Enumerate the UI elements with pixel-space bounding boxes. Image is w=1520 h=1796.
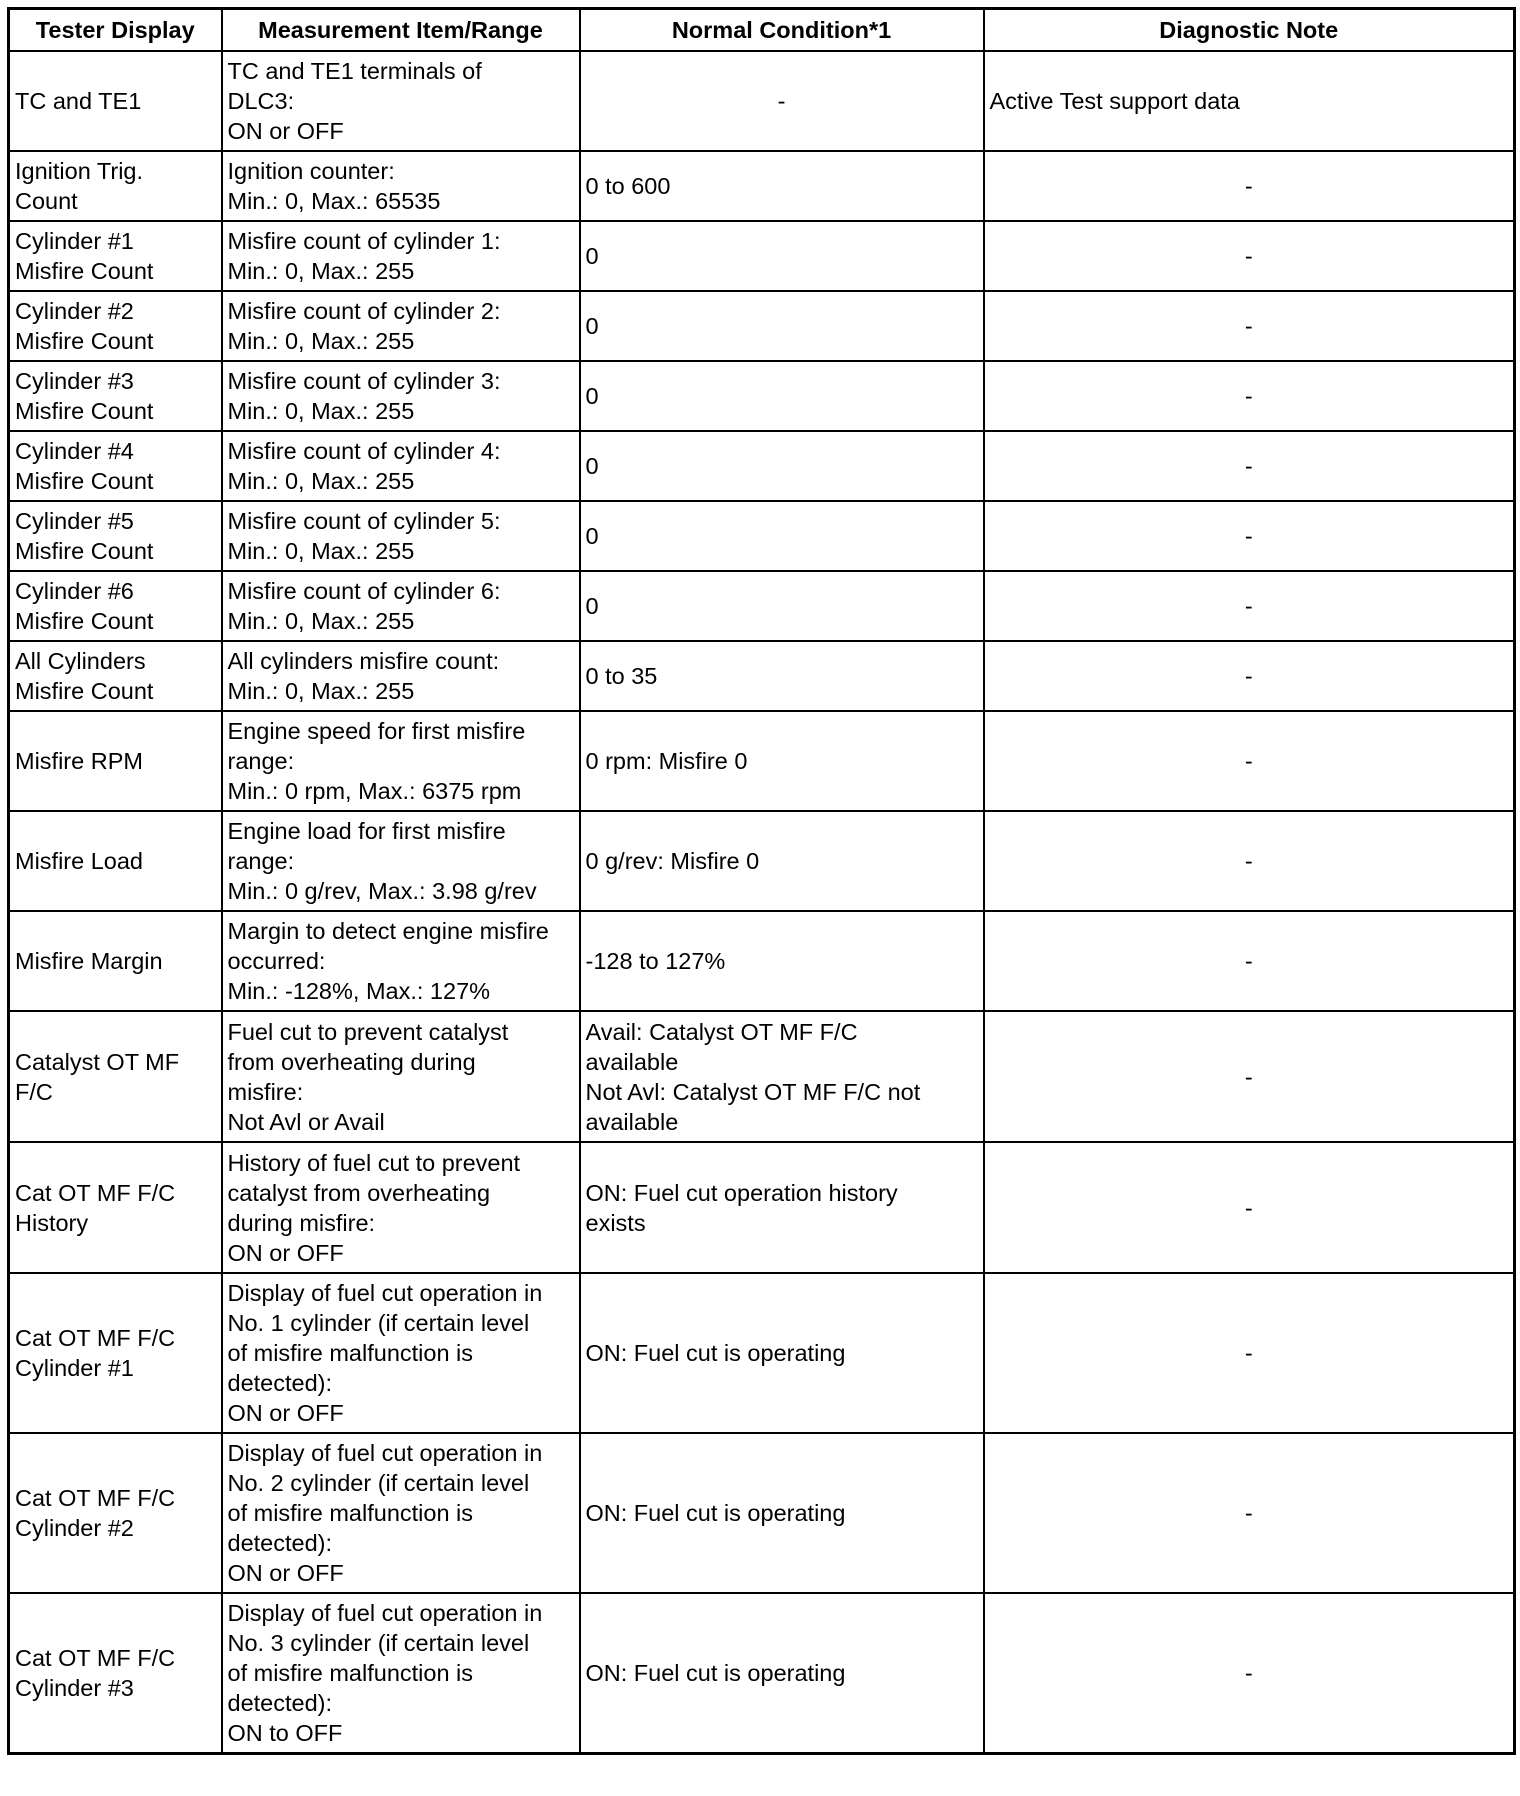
cell-measurement: Display of fuel cut operation in No. 2 cylinder (if certain level of misfire malfunction is detected): ON or OFF — [222, 1433, 580, 1593]
table-row — [9, 911, 1515, 1011]
header-diagnostic-note: Diagnostic Note — [984, 9, 1515, 52]
cell-tester-display: TC and TE1 — [9, 51, 222, 151]
cell-normal-condition: 0 — [580, 501, 984, 571]
cell-measurement: Misfire count of cylinder 1: Min.: 0, Max.: 255 — [222, 221, 580, 291]
cell-diagnostic-note: - — [984, 361, 1515, 431]
cell-normal-condition: ON: Fuel cut is operating — [580, 1273, 984, 1433]
cell-normal-condition: 0 g/rev: Misfire 0 — [580, 811, 984, 911]
cell-normal-condition: - — [580, 51, 984, 151]
cell-tester-display: Ignition Trig. Count — [9, 151, 222, 221]
cell-diagnostic-note: - — [984, 291, 1515, 361]
table-row — [9, 151, 1515, 221]
cell-measurement: Engine load for first misfire range: Min.: 0 g/rev, Max.: 3.98 g/rev — [222, 811, 580, 911]
cell-diagnostic-note: - — [984, 221, 1515, 291]
cell-tester-display: Cat OT MF F/C History — [9, 1142, 222, 1273]
cell-normal-condition: ON: Fuel cut operation history exists — [580, 1142, 984, 1273]
cell-normal-condition: 0 to 35 — [580, 641, 984, 711]
cell-measurement: Margin to detect engine misfire occurred: Min.: -128%, Max.: 127% — [222, 911, 580, 1011]
cell-measurement: History of fuel cut to prevent catalyst from overheating during misfire: ON or OFF — [222, 1142, 580, 1273]
cell-diagnostic-note: - — [984, 151, 1515, 221]
cell-measurement: Display of fuel cut operation in No. 1 cylinder (if certain level of misfire malfunction is detected): ON or OFF — [222, 1273, 580, 1433]
table-header-row — [9, 9, 1515, 52]
cell-measurement: Fuel cut to prevent catalyst from overheating during misfire: Not Avl or Avail — [222, 1011, 580, 1142]
cell-measurement: Ignition counter: Min.: 0, Max.: 65535 — [222, 151, 580, 221]
cell-measurement: Misfire count of cylinder 5: Min.: 0, Max.: 255 — [222, 501, 580, 571]
cell-normal-condition: ON: Fuel cut is operating — [580, 1433, 984, 1593]
cell-tester-display: Cylinder #1 Misfire Count — [9, 221, 222, 291]
cell-tester-display: Cylinder #2 Misfire Count — [9, 291, 222, 361]
cell-tester-display: Cat OT MF F/C Cylinder #1 — [9, 1273, 222, 1433]
cell-normal-condition: 0 to 600 — [580, 151, 984, 221]
cell-diagnostic-note: - — [984, 811, 1515, 911]
cell-normal-condition: Avail: Catalyst OT MF F/C available Not Avl: Catalyst OT MF F/C not available — [580, 1011, 984, 1142]
header-measurement-item-range: Measurement Item/Range — [222, 9, 580, 52]
table-row — [9, 291, 1515, 361]
cell-measurement: Display of fuel cut operation in No. 3 cylinder (if certain level of misfire malfunction is detected): ON to OFF — [222, 1593, 580, 1754]
cell-measurement: TC and TE1 terminals of DLC3: ON or OFF — [222, 51, 580, 151]
cell-normal-condition: 0 rpm: Misfire 0 — [580, 711, 984, 811]
cell-diagnostic-note: - — [984, 431, 1515, 501]
cell-normal-condition: 0 — [580, 361, 984, 431]
cell-tester-display: Cylinder #6 Misfire Count — [9, 571, 222, 641]
table-row — [9, 1273, 1515, 1433]
cell-measurement: Misfire count of cylinder 4: Min.: 0, Max.: 255 — [222, 431, 580, 501]
cell-normal-condition: 0 — [580, 291, 984, 361]
cell-normal-condition: 0 — [580, 221, 984, 291]
cell-measurement: Engine speed for first misfire range: Min.: 0 rpm, Max.: 6375 rpm — [222, 711, 580, 811]
table-row — [9, 1011, 1515, 1142]
table-row — [9, 711, 1515, 811]
cell-tester-display: Cylinder #3 Misfire Count — [9, 361, 222, 431]
cell-tester-display: Misfire Margin — [9, 911, 222, 1011]
cell-normal-condition: -128 to 127% — [580, 911, 984, 1011]
table-row — [9, 811, 1515, 911]
table-row — [9, 571, 1515, 641]
cell-diagnostic-note: - — [984, 911, 1515, 1011]
cell-diagnostic-note: - — [984, 571, 1515, 641]
header-normal-condition: Normal Condition*1 — [580, 9, 984, 52]
cell-tester-display: All Cylinders Misfire Count — [9, 641, 222, 711]
cell-measurement: Misfire count of cylinder 3: Min.: 0, Max.: 255 — [222, 361, 580, 431]
cell-tester-display: Misfire Load — [9, 811, 222, 911]
cell-diagnostic-note: - — [984, 501, 1515, 571]
table-row — [9, 501, 1515, 571]
cell-diagnostic-note: Active Test support data — [984, 51, 1515, 151]
cell-measurement: All cylinders misfire count: Min.: 0, Max.: 255 — [222, 641, 580, 711]
cell-diagnostic-note: - — [984, 641, 1515, 711]
table-row — [9, 641, 1515, 711]
table-row — [9, 361, 1515, 431]
cell-normal-condition: 0 — [580, 431, 984, 501]
cell-normal-condition: ON: Fuel cut is operating — [580, 1593, 984, 1754]
table-row — [9, 221, 1515, 291]
data-list-table — [7, 7, 1516, 1755]
table-row — [9, 1142, 1515, 1273]
cell-tester-display: Cat OT MF F/C Cylinder #2 — [9, 1433, 222, 1593]
cell-tester-display: Cat OT MF F/C Cylinder #3 — [9, 1593, 222, 1754]
cell-diagnostic-note: - — [984, 711, 1515, 811]
cell-tester-display: Catalyst OT MF F/C — [9, 1011, 222, 1142]
cell-diagnostic-note: - — [984, 1142, 1515, 1273]
cell-measurement: Misfire count of cylinder 6: Min.: 0, Max.: 255 — [222, 571, 580, 641]
cell-diagnostic-note: - — [984, 1433, 1515, 1593]
table-row — [9, 1433, 1515, 1593]
cell-diagnostic-note: - — [984, 1273, 1515, 1433]
table-row — [9, 431, 1515, 501]
table-row — [9, 1593, 1515, 1754]
cell-measurement: Misfire count of cylinder 2: Min.: 0, Max.: 255 — [222, 291, 580, 361]
cell-diagnostic-note: - — [984, 1011, 1515, 1142]
header-tester-display: Tester Display — [9, 9, 222, 52]
cell-tester-display: Cylinder #4 Misfire Count — [9, 431, 222, 501]
cell-diagnostic-note: - — [984, 1593, 1515, 1754]
cell-tester-display: Cylinder #5 Misfire Count — [9, 501, 222, 571]
cell-normal-condition: 0 — [580, 571, 984, 641]
table-row — [9, 51, 1515, 151]
cell-tester-display: Misfire RPM — [9, 711, 222, 811]
